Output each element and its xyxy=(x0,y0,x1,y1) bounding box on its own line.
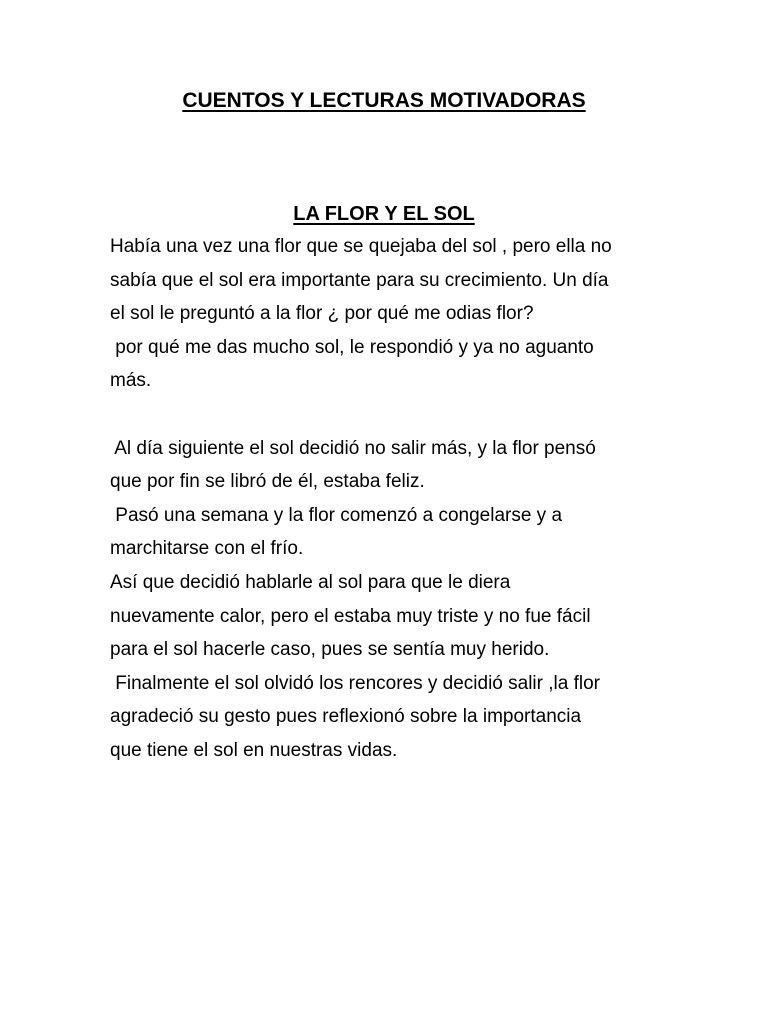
story-line: sabía que el sol era importante para su crecimiento. Un día xyxy=(110,269,609,291)
story-line: el sol le preguntó a la flor ¿ por qué me odias flor? xyxy=(110,303,534,325)
story-title xyxy=(0,199,768,229)
document-title-text: CUENTOS Y LECTURAS MOTIVADORAS xyxy=(182,89,586,112)
story-line: Había una vez una flor que se quejaba del sol , pero ella no xyxy=(110,236,612,257)
story-line: por qué me das mucho sol, le respondió y ya no aguanto xyxy=(110,336,594,358)
document-title xyxy=(0,86,768,116)
story-line: para el sol hacerle caso, pues se sentía muy herido. xyxy=(110,639,550,661)
story-line: Finalmente el sol olvidó los rencores y decidió salir ,la flor xyxy=(110,672,600,694)
story-line: agradeció su gesto pues reflexionó sobre la importancia xyxy=(110,706,582,728)
story-line: que por fin se libró de él, estaba feliz. xyxy=(110,471,425,493)
story-line: nuevamente calor, pero el estaba muy triste y no fue fácil xyxy=(110,605,591,627)
story-line: marchitarse con el frío. xyxy=(110,538,304,560)
story-title-text: LA FLOR Y EL SOL xyxy=(293,203,475,225)
story-line: Así que decidió hablarle al sol para que le diera xyxy=(110,571,511,593)
story-line: Al día siguiente el sol decidió no salir más, y la flor pensó xyxy=(110,437,596,459)
story-line: más. xyxy=(110,370,152,392)
story-body xyxy=(110,230,710,768)
story-line: Pasó una semana y la flor comenzó a congelarse y a xyxy=(110,504,563,526)
blank-line xyxy=(110,398,710,432)
story-line: que tiene el sol en nuestras vidas. xyxy=(110,739,398,761)
